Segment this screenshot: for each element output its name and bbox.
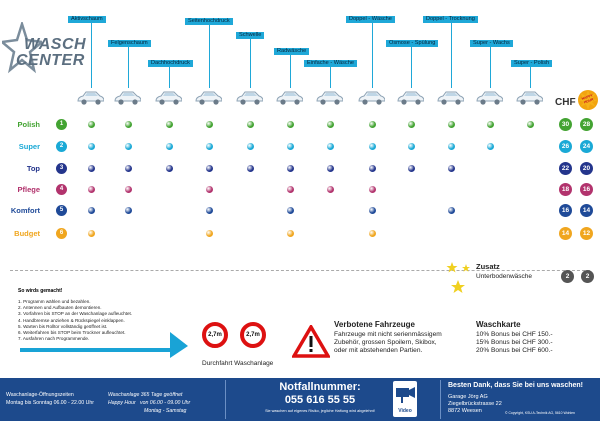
program-name: Pflege — [17, 185, 40, 194]
waschkarte-line: 20% Bonus bei CHF 600.- — [476, 347, 553, 354]
program-number: 2 — [56, 141, 67, 152]
car-wash-step-icon — [194, 88, 222, 106]
program-feature-dot — [166, 121, 173, 128]
feature-connector — [91, 23, 92, 88]
company-name: Garage Jörg AG — [448, 394, 488, 400]
program-feature-dot — [88, 121, 95, 128]
program-feature-dot — [206, 121, 213, 128]
program-feature-dot — [369, 207, 376, 214]
program-feature-dot — [125, 121, 132, 128]
program-feature-dot — [166, 143, 173, 150]
feature-label-6: Einfache - Wäsche — [304, 60, 357, 67]
verbot-line: Fahrzeuge mit nicht serienmässigem — [334, 331, 442, 338]
zusatz-happy-price: 2 — [581, 270, 594, 283]
happy-days: Montag - Samstag — [144, 408, 187, 414]
video-label: Video — [398, 408, 412, 414]
program-happy-price: 24 — [580, 140, 593, 153]
program-feature-dot — [448, 143, 455, 150]
program-feature-dot — [88, 230, 95, 237]
program-feature-dot — [408, 121, 415, 128]
hours-text: Montag bis Sonntag 06.00 - 22.00 Uhr — [6, 400, 94, 406]
program-price: 30 — [559, 118, 572, 131]
program-feature-dot — [287, 186, 294, 193]
program-name: Komfort — [10, 206, 40, 215]
program-feature-dot — [247, 165, 254, 172]
program-feature-dot — [369, 165, 376, 172]
program-name: Budget — [14, 229, 40, 238]
signs-caption: Durchfahrt Waschanlage — [202, 360, 274, 367]
feature-connector — [330, 67, 331, 88]
program-feature-dot — [206, 165, 213, 172]
car-wash-step-icon — [76, 88, 104, 106]
feature-connector — [169, 67, 170, 88]
program-number: 5 — [56, 205, 67, 216]
program-feature-dot — [125, 165, 132, 172]
car-wash-step-icon — [515, 88, 543, 106]
feature-label-5: Radwäsche — [274, 48, 309, 55]
verbot-line: oder mit abstehenden Partien. — [334, 347, 423, 354]
hours-title: Waschanlage-Öffnungszeiten — [6, 392, 74, 398]
happy-hour-label: HAPPY HOUR — [581, 93, 595, 105]
feature-label-7: Doppel - Wäsche — [346, 16, 395, 23]
warning-icon — [292, 325, 330, 358]
emergency-title: Notfallnummer: — [279, 381, 361, 393]
program-feature-dot — [287, 143, 294, 150]
program-feature-dot — [247, 121, 254, 128]
copyright: © Copyright, KSU A-Technik AG, 5610 Wohlen — [505, 411, 575, 415]
program-feature-dot — [448, 121, 455, 128]
wasch-center-logo — [2, 22, 87, 78]
program-feature-dot — [206, 207, 213, 214]
program-feature-dot — [125, 186, 132, 193]
sparkle-stars-icon — [444, 260, 474, 296]
program-price: 16 — [559, 204, 572, 217]
program-number: 3 — [56, 163, 67, 174]
program-feature-dot — [88, 165, 95, 172]
program-feature-dot — [408, 143, 415, 150]
feature-label-10: Super - Wachs — [470, 40, 513, 47]
program-feature-dot — [369, 143, 376, 150]
happy-hour-badge — [578, 90, 598, 110]
instruction-step: 1. Programm wählen und bezahlen. — [18, 299, 91, 304]
program-feature-dot — [527, 121, 534, 128]
program-feature-dot — [487, 121, 494, 128]
feature-label-9: Doppel - Trocknung — [423, 16, 478, 23]
program-feature-dot — [247, 143, 254, 150]
height-limit-sign — [202, 322, 228, 348]
program-price: 14 — [559, 227, 572, 240]
program-happy-price: 20 — [580, 162, 593, 175]
program-name: Top — [26, 164, 40, 173]
feature-connector — [530, 67, 531, 88]
program-feature-dot — [327, 143, 334, 150]
program-number: 1 — [56, 119, 67, 130]
program-feature-dot — [125, 207, 132, 214]
program-feature-dot — [369, 186, 376, 193]
program-feature-dot — [287, 165, 294, 172]
instruction-step: 5. Warten bis Rolltor vollständig geöffnet ist. — [18, 323, 108, 329]
program-price: 22 — [559, 162, 572, 175]
program-feature-dot — [448, 165, 455, 172]
zusatz-title: Zusatz — [476, 262, 500, 271]
program-happy-price: 12 — [580, 227, 593, 240]
program-feature-dot — [206, 186, 213, 193]
car-wash-step-icon — [357, 88, 385, 106]
program-feature-dot — [125, 143, 132, 150]
program-happy-price: 14 — [580, 204, 593, 217]
footer — [0, 378, 600, 421]
feature-label-4: Schwelle — [236, 32, 264, 39]
company-city: 8872 Weesen — [448, 408, 482, 414]
happy-title: Waschanlage 365 Tage geöffnet — [108, 392, 183, 398]
footer-divider — [225, 380, 226, 419]
program-feature-dot — [88, 207, 95, 214]
verbot-line: Zubehör, grossen Spoilern, Skibox, — [334, 339, 437, 346]
program-number: 6 — [56, 228, 67, 239]
instruction-step: 3. Vorfahren bis STOP an der Waschanlage aufleuchtet. — [18, 311, 133, 317]
program-feature-dot — [327, 186, 334, 193]
zusatz-price: 2 — [561, 270, 574, 283]
car-wash-step-icon — [315, 88, 343, 106]
logo-word-2: CENTER — [16, 52, 85, 69]
program-feature-dot — [206, 143, 213, 150]
program-feature-dot — [206, 230, 213, 237]
program-happy-price: 16 — [580, 183, 593, 196]
feature-label-2: Dachhochdruck — [148, 60, 193, 67]
program-feature-dot — [448, 207, 455, 214]
thanks-text: Besten Dank, dass Sie bei uns waschen! — [448, 382, 583, 389]
zusatz-subtitle: Unterbodenwäsche — [476, 273, 533, 280]
program-feature-dot — [369, 230, 376, 237]
waschkarte-list — [476, 331, 553, 355]
emergency-note: Sie waschen auf eigenes Risiko, jegliche Haftung wird abgelehnt! — [265, 409, 375, 413]
program-price: 26 — [559, 140, 572, 153]
program-feature-dot — [327, 121, 334, 128]
car-wash-step-icon — [396, 88, 424, 106]
instruction-step: 6. Weiterfahren bis STOP beim Trockner aufleuchtet. — [18, 330, 126, 336]
program-name: Super — [18, 142, 40, 151]
waschkarte-line: 15% Bonus bei CHF 300.- — [476, 339, 553, 346]
instruction-step: 4. Handbremse anziehen & Rückspiegel einklappen. — [18, 317, 125, 323]
program-feature-dot — [287, 121, 294, 128]
feature-label-0: Aktivschaum — [68, 16, 106, 23]
footer-divider-2 — [440, 380, 441, 419]
program-feature-dot — [327, 165, 334, 172]
feature-connector — [451, 23, 452, 88]
program-feature-dot — [88, 186, 95, 193]
happy-label: Happy Hour — [108, 400, 136, 406]
feature-connector — [490, 47, 491, 88]
width-limit-value: 2,7m — [246, 332, 260, 338]
car-wash-step-icon — [275, 88, 303, 106]
divider — [10, 270, 590, 271]
happy-time: von 06.00 - 09.00 Uhr — [140, 400, 191, 406]
car-wash-step-icon — [113, 88, 141, 106]
verbot-title: Verbotene Fahrzeuge — [334, 320, 415, 329]
company-street: Ziegelbrückstrasse 22 — [448, 401, 502, 407]
feature-connector — [128, 47, 129, 88]
instructions-title: So wirds gemacht! — [18, 288, 63, 294]
waschkarte-title: Waschkarte — [476, 320, 521, 329]
program-feature-dot — [487, 143, 494, 150]
instruction-step: 2. Antennen und Aufbauten demontieren. — [18, 305, 102, 311]
width-limit-sign — [240, 322, 266, 348]
program-feature-dot — [166, 165, 173, 172]
program-feature-dot — [287, 207, 294, 214]
car-wash-step-icon — [154, 88, 182, 106]
feature-connector — [372, 23, 373, 88]
program-happy-price: 28 — [580, 118, 593, 131]
car-wash-step-icon — [235, 88, 263, 106]
feature-connector — [411, 47, 412, 88]
camera-icon — [393, 381, 417, 407]
waschkarte-line: 10% Bonus bei CHF 150.- — [476, 331, 553, 338]
car-wash-step-icon — [475, 88, 503, 106]
feature-label-11: Super - Polish — [511, 60, 552, 67]
feature-label-3: Seitenhochdruck — [185, 18, 233, 25]
program-feature-dot — [369, 121, 376, 128]
verbot-text — [334, 331, 442, 355]
logo-word-1: WASCH — [24, 36, 87, 53]
program-price: 18 — [559, 183, 572, 196]
feature-connector — [209, 25, 210, 88]
emergency-number: 055 616 55 55 — [284, 394, 356, 406]
feature-label-1: Felgenschaum — [108, 40, 151, 47]
program-name: Polish — [17, 120, 40, 129]
program-number: 4 — [56, 184, 67, 195]
car-wash-step-icon — [436, 88, 464, 106]
currency-label: CHF — [555, 97, 576, 108]
program-feature-dot — [88, 143, 95, 150]
video-box — [393, 381, 417, 417]
instruction-step: 7. Ausfahren nach Programmende. — [18, 336, 90, 342]
program-feature-dot — [408, 165, 415, 172]
feature-label-8: Osmose - Spülung — [386, 40, 438, 47]
feature-connector — [250, 39, 251, 88]
program-feature-dot — [287, 230, 294, 237]
height-limit-value: 2,7m — [208, 332, 222, 338]
feature-connector — [290, 55, 291, 88]
